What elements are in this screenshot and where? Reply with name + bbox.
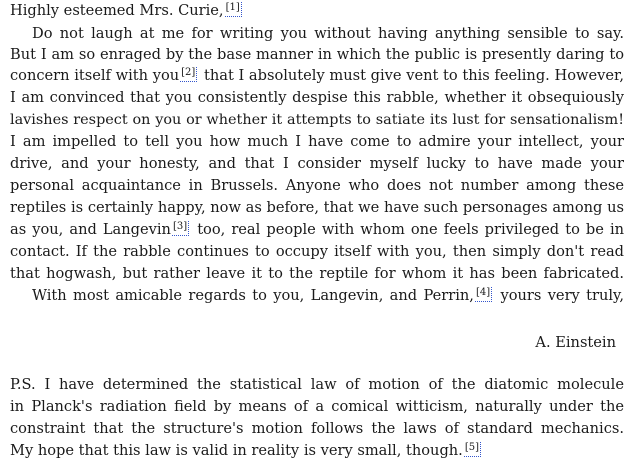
footnote-link-4[interactable]: [4] — [475, 287, 492, 302]
paragraph-1-line-9: reptiles is certainly happy, now as before, that we have such personages among us — [10, 199, 624, 216]
footnote-link-1[interactable]: [1] — [225, 2, 242, 17]
postscript-line-3: constraint that the structure's motion follows the laws of standard mechanics. — [10, 420, 624, 437]
paragraph-1-line-4: I am convinced that you consistently despise this rabble, whether it obsequiously — [10, 89, 624, 106]
paragraph-1-line-10-end: too, real people with whom one feels privileged to be in — [197, 221, 625, 238]
postscript-line-4-text: My hope that this law is valid in reality is very small, though. — [10, 442, 463, 459]
footnote-link-5[interactable]: [5] — [464, 442, 481, 457]
paragraph-1-line-12: that hogwash, but rather leave it to the reptile for whom it has been fabricated. — [10, 265, 624, 282]
paragraph-1-line-6: I am impelled to tell you how much I have come to admire your intellect, your — [10, 133, 624, 150]
paragraph-1-line-3 — [10, 66, 624, 86]
paragraph-1-line-2: But I am so enraged by the base manner in which the public is presently daring to — [10, 46, 624, 63]
postscript-line-2: in Planck's radiation field by means of a comical witticism, naturally under the — [10, 398, 624, 415]
salutation-text: Highly esteemed Mrs. Curie, — [10, 2, 224, 19]
closing-valediction: yours very truly, — [500, 287, 624, 304]
paragraph-1-line-5: lavishes respect on you or whether it attempts to satiate its lust for sensationalism! — [10, 112, 624, 128]
signature — [10, 333, 624, 353]
footnote-link-3[interactable]: [3] — [172, 221, 189, 236]
closing-regards: With most amicable regards to you, Langevin, and Perrin, — [32, 287, 474, 304]
paragraph-1-line-3-end: that I absolutely must give vent to this feeling. However, — [203, 67, 625, 84]
paragraph-1-line-7: drive, and your honesty, and that I consider myself lucky to have made your — [10, 155, 624, 172]
signature-text: A. Einstein — [535, 334, 616, 351]
paragraph-1-line-11: contact. If the rabble continues to occupy itself with you, then simply don't read — [10, 243, 624, 260]
paragraph-1-line-1: Do not laugh at me for writing you without having anything sensible to say. — [32, 25, 624, 42]
closing-line — [10, 286, 624, 306]
salutation — [10, 1, 624, 21]
postscript-line-1: P.S. I have determined the statistical law of motion of the diatomic molecule — [10, 376, 624, 393]
paragraph-1-line-3-start: concern itself with you — [10, 67, 180, 84]
paragraph-1-line-10 — [10, 220, 624, 240]
postscript-line-4 — [10, 441, 624, 461]
footnote-link-2[interactable]: [2] — [180, 67, 197, 82]
paragraph-1-line-8: personal acquaintance in Brussels. Anyone who does not number among these — [10, 177, 624, 194]
paragraph-1-line-10-start: as you, and Langevin — [10, 221, 171, 238]
